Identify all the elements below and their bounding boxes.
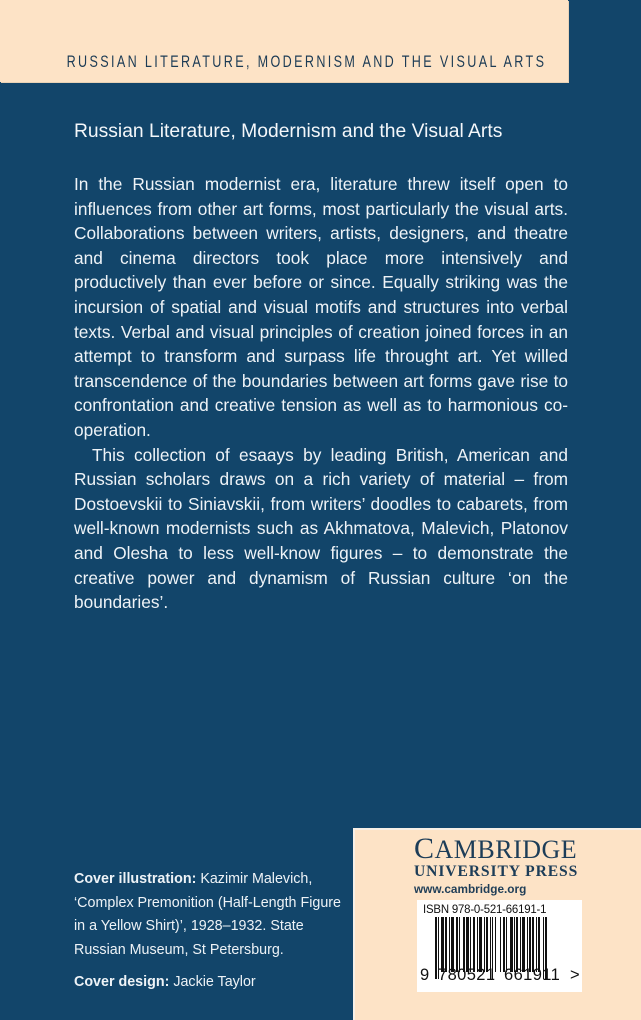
publisher-panel bbox=[353, 828, 641, 1020]
cover-design-credit bbox=[74, 971, 354, 995]
blurb-paragraph-1: In the Russian modernist era, literature threw itself open to influences from other art forms, most particularly the visual arts. Collaborations between writers, artists, designers, and theatre and cinema directors took place more intensively and productively than ever before or since. Equally striking was the incursion of spatial and visual motifs and structures into verbal texts. Verbal and visual principles of creation joined forces in an attempt to transform and surpass life throught art. Yet willed transcendence of the boundaries between art forms gave rise to confrontation and creative tension as well as to harmonious co-operation. bbox=[74, 174, 568, 440]
book-blurb bbox=[74, 172, 568, 615]
barcode-digits bbox=[420, 966, 580, 985]
barcode-digits-end: > bbox=[570, 966, 581, 984]
cover-credits bbox=[74, 868, 354, 995]
publisher-subname: UNIVERSITY PRESS bbox=[414, 863, 579, 880]
isbn-barcode bbox=[417, 900, 582, 992]
cover-illustration-credit bbox=[74, 868, 354, 962]
publisher-url: www.cambridge.org bbox=[414, 882, 527, 896]
cover-design-label: Cover design: bbox=[74, 974, 170, 990]
barcode-digits-right: 661911 bbox=[504, 966, 561, 984]
blurb-paragraph-2: This collection of esaays by leading British, American and Russian scholars draws on a rich variety of material – from Dostoevskii to Siniavskii, from writers’ doodles to cabarets, from well-known modernists such as Akhmatova, Malevich, Platonov and Olesha to less well-know figures – to demonstrate the creative power and dynamism of Russian culture ‘on the boundaries’. bbox=[74, 444, 568, 613]
cover-design-text: Jackie Taylor bbox=[169, 974, 256, 990]
barcode-digit-first: 9 bbox=[420, 966, 430, 984]
publisher-name bbox=[414, 832, 578, 865]
series-banner bbox=[0, 0, 568, 82]
cover-illustration-text: Kazimir Malevich, ‘Complex Premonition (Half-Length Figure in a Yellow Shirt)’, 1928–1932. State Russian Museum, St Petersburg. bbox=[74, 871, 341, 958]
isbn-label: ISBN 978-0-521-66191-1 bbox=[423, 902, 547, 916]
publisher-name-initial: C bbox=[414, 832, 435, 865]
publisher-name-rest: AMBRIDGE bbox=[434, 835, 578, 864]
barcode-digits-left: 780521 bbox=[438, 966, 496, 984]
cover-illustration-label: Cover illustration: bbox=[74, 871, 197, 887]
publisher-logo bbox=[414, 832, 579, 881]
book-title: Russian Literature, Modernism and the Visual Arts bbox=[74, 121, 503, 142]
series-title: RUSSIAN LITERATURE, MODERNISM AND THE VISUAL ARTS bbox=[66, 52, 546, 71]
